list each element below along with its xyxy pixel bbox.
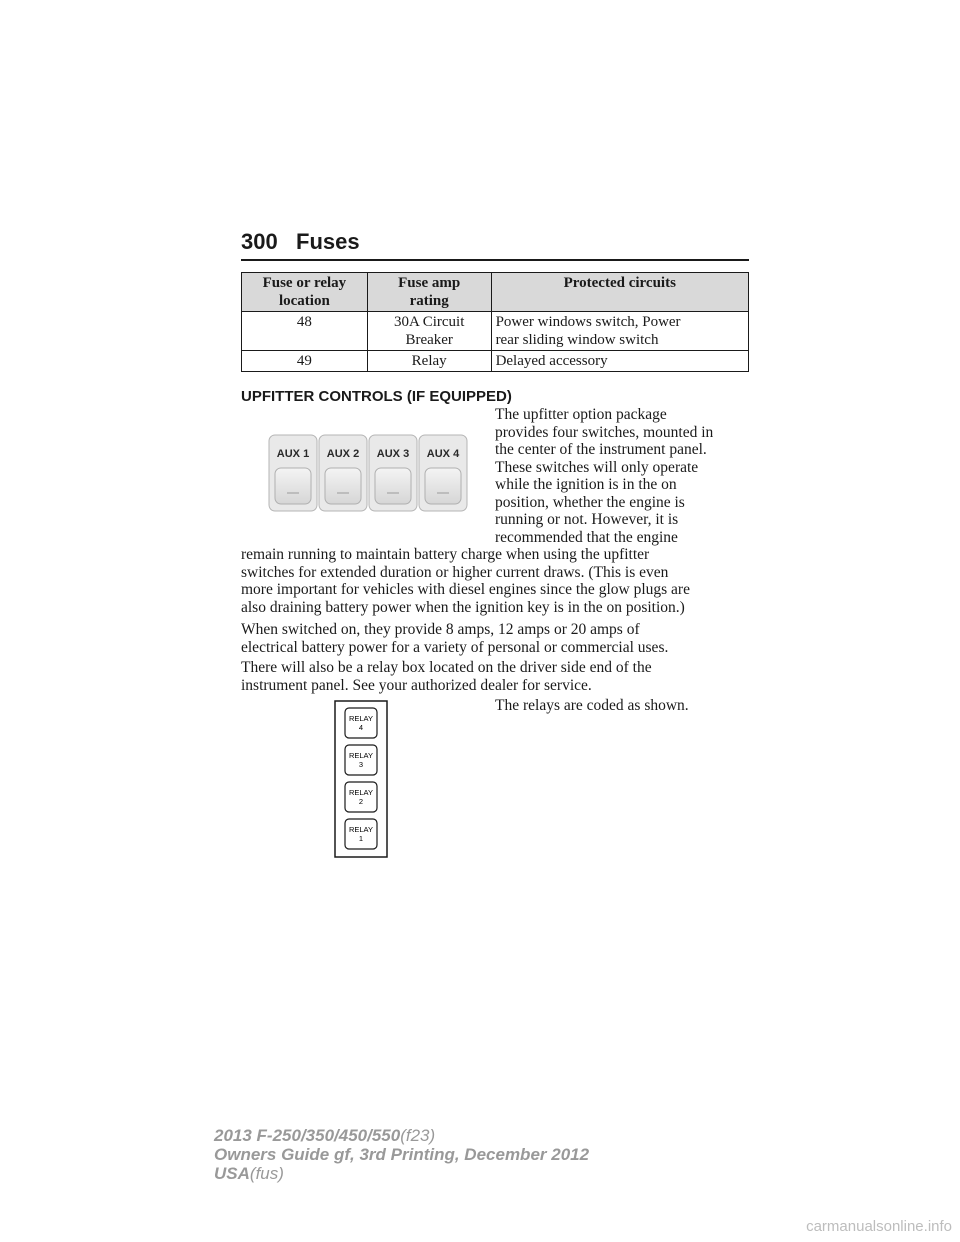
text-line: also draining battery power when the ignition key is in the on position.) — [241, 598, 685, 616]
cell-circuits: Delayed accessory — [491, 351, 748, 372]
header-rating-line2: rating — [409, 293, 449, 309]
text-line: electrical battery power for a variety of personal or commercial uses. — [241, 638, 669, 656]
relay-box-illustration — [334, 700, 388, 858]
text-line: There will also be a relay box located on the driver side end of the — [241, 659, 652, 676]
footer-model: 2013 F-250/350/450/550 — [214, 1126, 401, 1145]
upfitter-intro-continuation — [241, 546, 690, 616]
relay-3-number: 3 — [358, 760, 364, 769]
aux-switch-1 — [269, 435, 317, 511]
watermark: carmanualsonline.info — [806, 1218, 952, 1235]
footer-line-3 — [214, 1164, 589, 1183]
footer-market: USA — [214, 1164, 250, 1183]
section-title: Fuses — [296, 229, 360, 254]
text-line: The upfitter option package — [495, 406, 667, 423]
relay-2-word: RELAY — [348, 788, 374, 797]
header-rule — [241, 259, 749, 261]
table-row — [242, 351, 749, 372]
text-line: These switches will only operate — [495, 458, 699, 476]
footer-line-1 — [214, 1126, 589, 1145]
footer-market-code: (fus) — [249, 1164, 284, 1183]
relay-1-number: 1 — [358, 834, 364, 843]
header-circuits — [491, 273, 748, 312]
aux-label-3: AUX 3 — [376, 448, 410, 460]
relay-3 — [345, 745, 377, 775]
upfitter-intro-paragraph — [495, 406, 713, 546]
text-line: instrument panel. See your authorized dealer for service. — [241, 676, 592, 694]
cell-location: 49 — [242, 351, 368, 372]
header-rating — [367, 273, 491, 312]
cell-rating — [367, 312, 491, 351]
footer-model-code: (f23) — [400, 1126, 436, 1145]
fuse-table — [241, 272, 749, 372]
aux-label-1: AUX 1 — [276, 448, 310, 460]
header-location-line1: Fuse or relay — [262, 275, 347, 291]
relay-4-word: RELAY — [348, 714, 374, 723]
cell-circuits-line1: Power windows switch, Power — [495, 314, 681, 330]
page-number: 300 — [241, 229, 278, 254]
aux-switch-3 — [369, 435, 417, 511]
aux-label-4: AUX 4 — [426, 448, 460, 460]
footer-line-2: Owners Guide gf, 3rd Printing, December 2012 — [214, 1145, 590, 1164]
cell-rating-line1: 30A Circuit — [393, 314, 465, 330]
text-line: switches for extended duration or higher current draws. (This is even — [241, 563, 669, 581]
upfitter-heading: UPFITTER CONTROLS (IF EQUIPPED) — [241, 388, 512, 405]
header-circuits-line1: Protected circuits — [563, 275, 676, 291]
text-line: the center of the instrument panel. — [495, 441, 707, 458]
text-line: provides four switches, mounted in — [495, 423, 714, 441]
relay-box-paragraph — [241, 659, 652, 694]
table-row — [242, 312, 749, 351]
aux-switch-2 — [319, 435, 367, 511]
relays-caption: The relays are coded as shown. — [495, 697, 689, 714]
relay-2 — [345, 782, 377, 812]
header-rating-line1: Fuse amp — [398, 275, 461, 291]
relay-2-number: 2 — [358, 797, 364, 806]
header-location — [242, 273, 368, 312]
cell-circuits-line2: rear sliding window switch — [495, 332, 659, 348]
text-line: more important for vehicles with diesel engines since the glow plugs are — [241, 581, 690, 598]
aux-label-2: AUX 2 — [326, 448, 360, 460]
relay-4-number: 4 — [358, 723, 364, 732]
text-line: recommended that the engine — [495, 528, 678, 546]
cell-circuits — [491, 312, 748, 351]
relay-1 — [345, 819, 377, 849]
power-paragraph — [241, 621, 668, 656]
footer — [214, 1126, 589, 1183]
text-line: running or not. However, it is — [495, 511, 679, 528]
relay-3-word: RELAY — [348, 751, 374, 760]
cell-rating-line2: Breaker — [405, 332, 453, 348]
cell-rating: Relay — [367, 351, 491, 372]
text-line: remain running to maintain battery charge when using the upfitter — [241, 546, 650, 563]
aux-switch-4 — [419, 435, 467, 511]
table-header-row — [242, 273, 749, 312]
header-location-line2: location — [278, 293, 330, 309]
aux-switch-panel-illustration — [268, 434, 468, 514]
relay-4 — [345, 708, 377, 738]
text-line: while the ignition is in the on — [495, 476, 677, 493]
text-line: position, whether the engine is — [495, 493, 685, 511]
relay-1-word: RELAY — [348, 825, 374, 834]
cell-location: 48 — [242, 312, 368, 351]
text-line: When switched on, they provide 8 amps, 12 amps or 20 amps of — [241, 621, 640, 638]
